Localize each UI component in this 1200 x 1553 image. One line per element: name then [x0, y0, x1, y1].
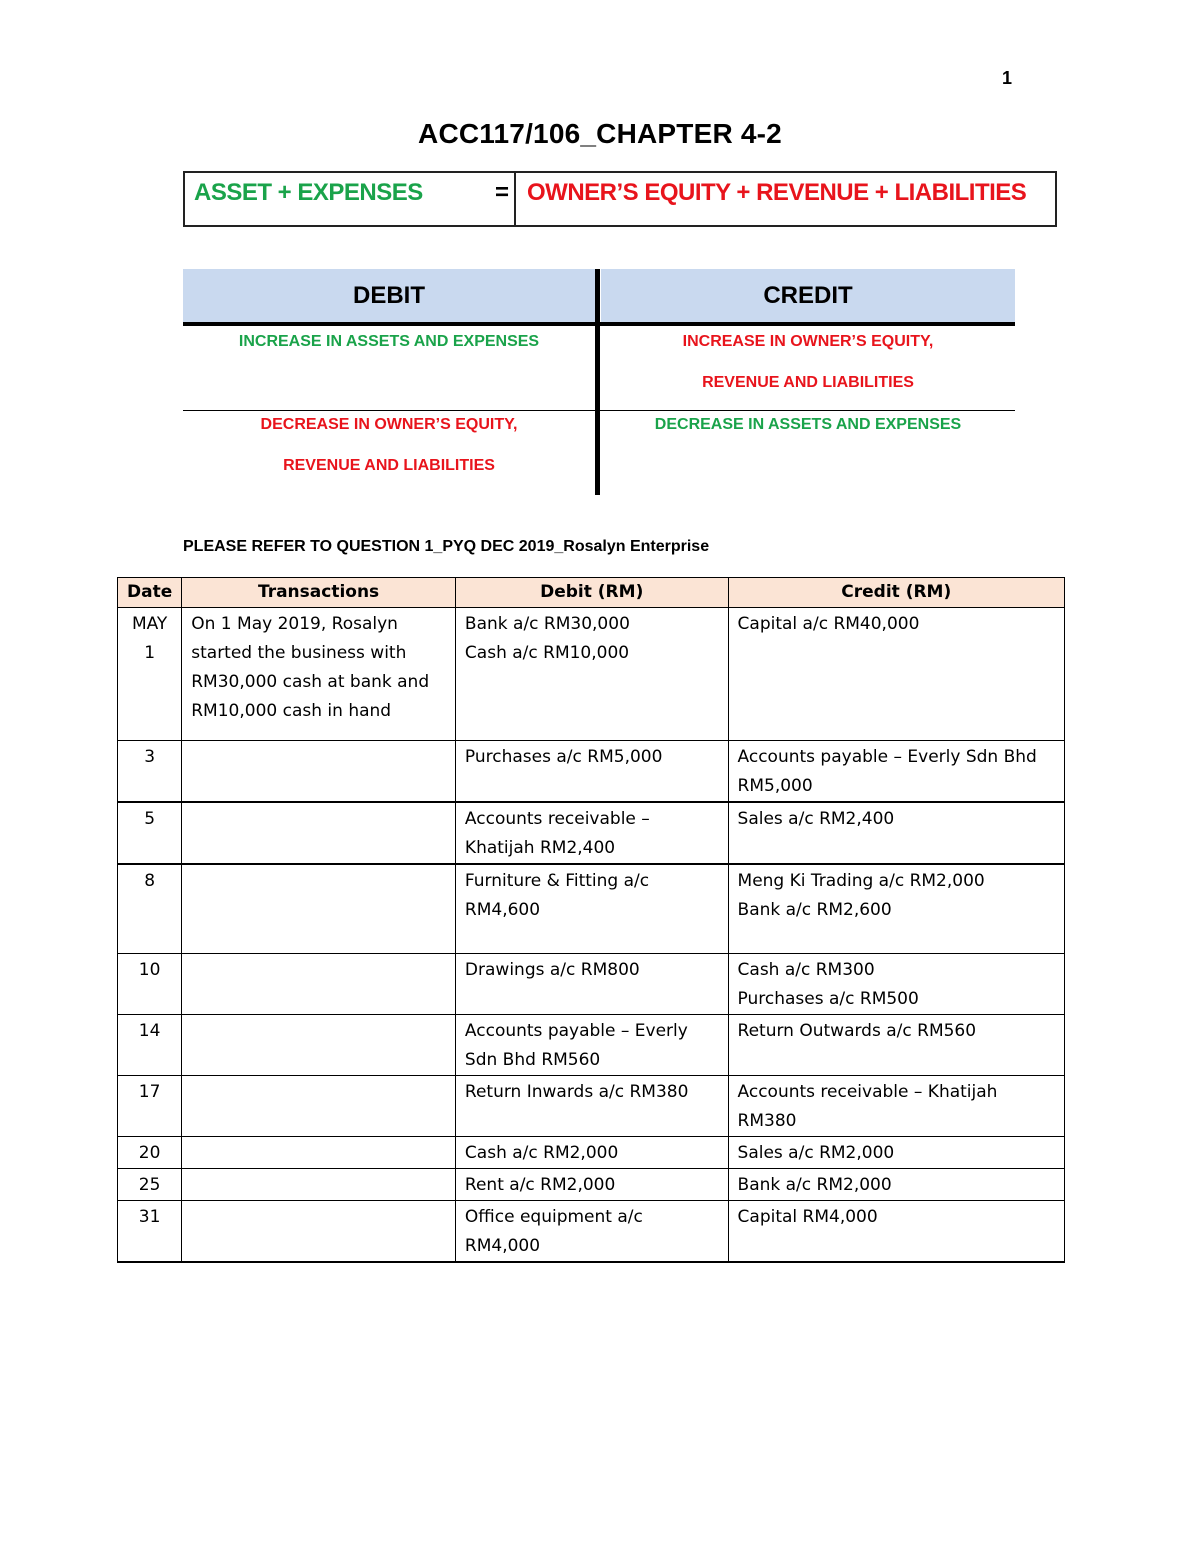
equation-equals-sign: =	[494, 179, 509, 206]
equation-left-cell	[185, 173, 516, 225]
credit-cell	[728, 864, 1064, 953]
debit-cell-line: Sdn Bhd RM560	[464, 1049, 601, 1070]
credit-cell	[728, 608, 1064, 741]
table-row	[118, 1168, 1065, 1200]
journal-table	[117, 577, 1065, 1263]
transactions-cell	[182, 1168, 456, 1200]
date-cell-line: 20	[138, 1142, 161, 1163]
transactions-cell	[182, 802, 456, 864]
debit-cell-line: Office equipment a/c	[464, 1206, 643, 1227]
date-cell	[118, 1168, 182, 1200]
debit-decrease-rule	[183, 404, 595, 486]
transactions-cell-line: RM10,000 cash in hand	[191, 701, 392, 721]
date-cell-line: 5	[144, 809, 156, 829]
date-cell-line: 25	[138, 1174, 161, 1195]
debit-cell	[455, 1136, 728, 1168]
equation-left-text: ASSET + EXPENSES	[194, 179, 423, 206]
credit-cell-line: Meng Ki Trading a/c RM2,000	[737, 871, 985, 891]
credit-cell-line: Capital RM4,000	[737, 1206, 878, 1227]
credit-cell	[728, 1136, 1064, 1168]
t-account-vertical-line	[595, 269, 600, 495]
debit-cell-line: Furniture & Fitting a/c	[464, 871, 650, 891]
debit-decrease-line2: REVENUE AND LIABILITIES	[283, 457, 495, 474]
table-row	[118, 864, 1065, 953]
equation-right-text: OWNER’S EQUITY + REVENUE + LIABILITIES	[527, 179, 1027, 206]
credit-cell-line: Purchases a/c RM500	[737, 988, 919, 1009]
transactions-cell	[182, 1136, 456, 1168]
credit-increase-line2: REVENUE AND LIABILITIES	[702, 374, 914, 391]
credit-cell	[728, 1075, 1064, 1136]
table-row	[118, 953, 1065, 1014]
date-cell-line: 3	[144, 747, 156, 767]
date-cell	[118, 1075, 182, 1136]
credit-cell-line: Bank a/c RM2,000	[737, 1174, 892, 1195]
t-account-diagram	[183, 269, 1015, 495]
transactions-cell	[182, 1075, 456, 1136]
date-cell-line: 1	[144, 643, 156, 663]
credit-cell-line: Accounts payable – Everly Sdn Bhd	[737, 747, 1037, 767]
date-cell	[118, 1014, 182, 1075]
date-cell	[118, 953, 182, 1014]
credit-cell-line: Return Outwards a/c RM560	[737, 1020, 977, 1041]
debit-cell-line: Cash a/c RM10,000	[464, 643, 630, 663]
credit-increase-rule	[601, 321, 1015, 403]
debit-column-header: Debit (RM)	[455, 578, 728, 608]
date-cell-line: 10	[138, 959, 161, 980]
page-number: 1	[1002, 68, 1013, 88]
transactions-cell-line: RM30,000 cash at bank and	[191, 672, 430, 692]
debit-cell	[455, 864, 728, 953]
credit-cell-line: Accounts receivable – Khatijah	[737, 1081, 998, 1102]
date-cell-line: 17	[138, 1081, 161, 1102]
debit-cell-line: Purchases a/c RM5,000	[464, 747, 663, 767]
debit-decrease-line1: DECREASE IN OWNER’S EQUITY,	[260, 416, 518, 433]
debit-cell	[455, 1075, 728, 1136]
debit-cell-line: Drawings a/c RM800	[464, 959, 640, 980]
debit-cell-line: Accounts receivable –	[464, 809, 650, 829]
credit-header: CREDIT	[601, 269, 1015, 323]
credit-cell-line: Sales a/c RM2,400	[737, 809, 895, 829]
date-cell-line: 31	[138, 1206, 161, 1227]
debit-cell	[455, 953, 728, 1014]
table-row	[118, 741, 1065, 803]
date-cell	[118, 802, 182, 864]
date-cell	[118, 1200, 182, 1262]
journal-body	[118, 608, 1065, 1262]
transactions-cell	[182, 741, 456, 803]
credit-cell	[728, 1200, 1064, 1262]
debit-increase-rule	[183, 321, 595, 362]
transactions-cell	[182, 1200, 456, 1262]
transactions-cell	[182, 1014, 456, 1075]
date-cell-line: MAY	[131, 614, 168, 634]
credit-increase-line1: INCREASE IN OWNER’S EQUITY,	[682, 333, 934, 350]
document-title: ACC117/106_CHAPTER 4-2	[418, 118, 782, 149]
debit-cell-line: Accounts payable – Everly	[464, 1020, 688, 1041]
transactions-cell	[182, 864, 456, 953]
date-cell-line: 8	[144, 871, 156, 891]
credit-cell	[728, 1014, 1064, 1075]
credit-cell-line: RM380	[737, 1110, 797, 1131]
table-row	[118, 1075, 1065, 1136]
debit-cell	[455, 802, 728, 864]
debit-cell-line: Return Inwards a/c RM380	[464, 1081, 689, 1102]
debit-cell-line: Cash a/c RM2,000	[464, 1142, 619, 1163]
credit-cell-line: Capital a/c RM40,000	[737, 614, 920, 634]
debit-cell-line: Khatijah RM2,400	[464, 838, 616, 858]
date-cell	[118, 741, 182, 803]
credit-cell-line: Bank a/c RM2,600	[737, 900, 892, 920]
debit-increase-text: INCREASE IN ASSETS AND EXPENSES	[238, 333, 540, 350]
table-row	[118, 1200, 1065, 1262]
table-row	[118, 1014, 1065, 1075]
debit-cell	[455, 1168, 728, 1200]
table-row	[118, 802, 1065, 864]
table-row	[118, 608, 1065, 741]
debit-cell	[455, 1200, 728, 1262]
date-column-header: Date	[118, 578, 182, 608]
credit-cell-line: Cash a/c RM300	[737, 959, 875, 980]
credit-cell	[728, 953, 1064, 1014]
transactions-column-header: Transactions	[182, 578, 456, 608]
debit-cell	[455, 741, 728, 803]
debit-cell-line: RM4,600	[464, 900, 541, 920]
table-row	[118, 1136, 1065, 1168]
credit-decrease-rule	[601, 404, 1015, 445]
credit-cell-line: Sales a/c RM2,000	[737, 1142, 895, 1163]
credit-decrease-text: DECREASE IN ASSETS AND EXPENSES	[654, 416, 962, 433]
transactions-cell-line: On 1 May 2019, Rosalyn	[191, 614, 398, 634]
transactions-cell	[182, 953, 456, 1014]
debit-cell	[455, 608, 728, 741]
journal-header-row	[118, 578, 1065, 608]
credit-cell	[728, 741, 1064, 803]
debit-cell-line: Bank a/c RM30,000	[464, 614, 630, 634]
credit-cell	[728, 802, 1064, 864]
date-cell	[118, 864, 182, 953]
debit-cell-line: RM4,000	[464, 1235, 541, 1256]
accounting-equation-box	[183, 171, 1057, 227]
date-cell-line: 14	[138, 1020, 161, 1041]
date-cell	[118, 608, 182, 741]
debit-cell	[455, 1014, 728, 1075]
date-cell	[118, 1136, 182, 1168]
question-reference: PLEASE REFER TO QUESTION 1_PYQ DEC 2019_Rosalyn Enterprise	[183, 538, 710, 555]
transactions-cell-line: started the business with	[191, 643, 407, 663]
debit-cell-line: Rent a/c RM2,000	[464, 1174, 616, 1195]
credit-cell	[728, 1168, 1064, 1200]
credit-column-header: Credit (RM)	[728, 578, 1064, 608]
debit-header: DEBIT	[183, 269, 595, 323]
credit-cell-line: RM5,000	[737, 776, 813, 796]
transactions-cell	[182, 608, 456, 741]
